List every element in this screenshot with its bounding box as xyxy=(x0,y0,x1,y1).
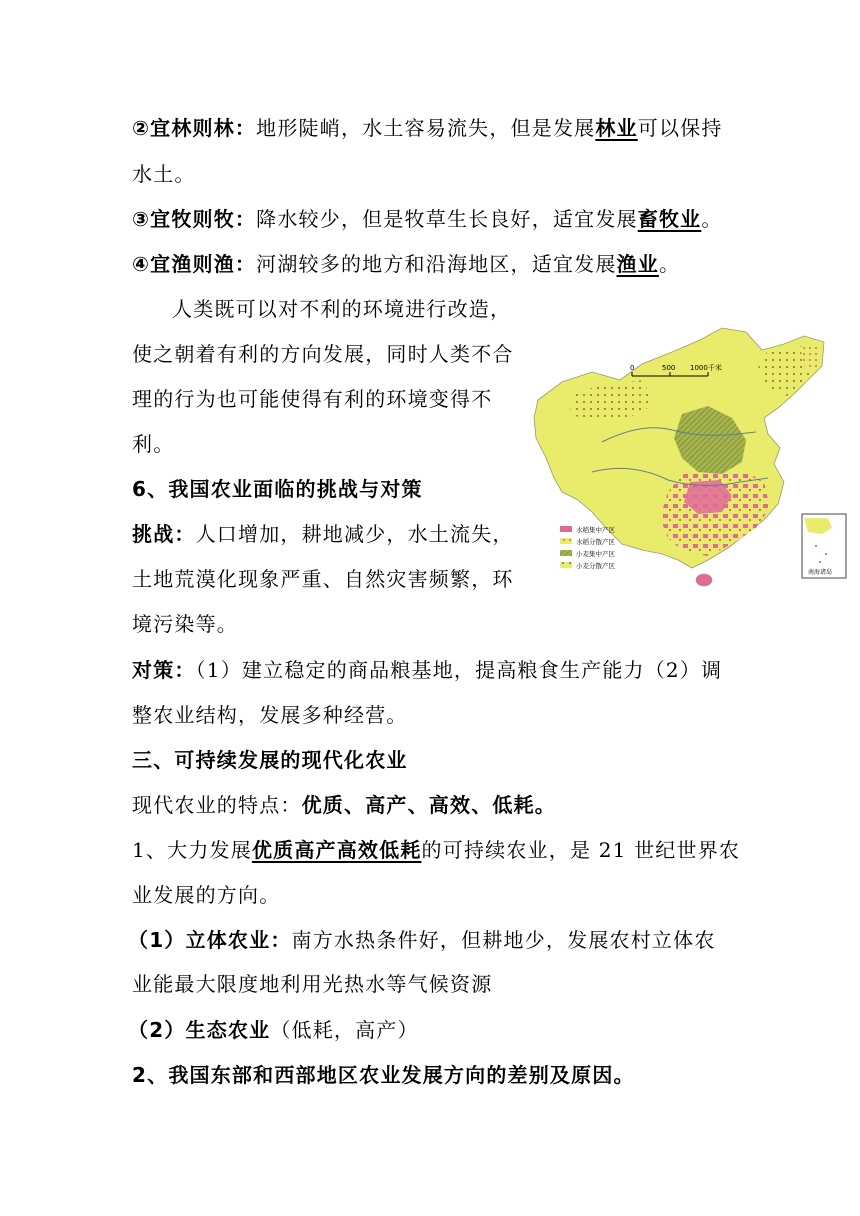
inset-label: 南海诸岛 xyxy=(808,569,833,576)
scale-label-0: 0 xyxy=(630,364,635,372)
legend-swatch-wheat-concentrated xyxy=(560,550,572,556)
legend-swatch-wheat-scattered xyxy=(560,562,572,568)
hainan-island xyxy=(696,574,712,586)
china-agriculture-map xyxy=(532,322,850,592)
paragraph-forestry: ②宜林则林：地形陡峭，水土容易流失，但是发展林业可以保持 xyxy=(132,116,723,140)
heading-sustainable: 三、可持续发展的现代化农业 xyxy=(132,748,408,772)
legend-label-rice-concentrated: 水稻集中产区 xyxy=(576,526,615,534)
map-legend xyxy=(560,525,616,570)
south-china-sea-inset xyxy=(802,514,846,578)
legend-swatch-rice-concentrated xyxy=(560,526,572,532)
paragraph-measure-line1: 对策：（1）建立稳定的商品粮基地，提高粮食生产能力（2）调 xyxy=(132,658,723,682)
legend-swatch-rice-scattered xyxy=(560,538,572,544)
paragraph-human-line2: 使之朝着有利的方向发展，同时人类不合 xyxy=(132,342,514,366)
paragraph-measure-line2: 整农业结构，发展多种经营。 xyxy=(132,703,408,727)
scale-label-1000: 1000千米 xyxy=(690,364,722,372)
paragraph-human-line4: 利。 xyxy=(132,432,175,456)
paragraph-sub1-line2: 业能最大限度地利用光热水等气候资源 xyxy=(132,972,493,996)
heading-item2: 2、我国东部和西部地区农业发展方向的差别及原因。 xyxy=(132,1063,635,1087)
paragraph-grazing: ③宜牧则牧：降水较少，但是牧草生长良好，适宜发展畜牧业。 xyxy=(132,207,723,231)
legend-label-wheat-concentrated: 小麦集中产区 xyxy=(576,550,615,558)
paragraph-challenge-line2: 土地荒漠化现象严重、自然灾害频繁，环 xyxy=(132,567,514,591)
legend-label-rice-scattered: 水稻分散产区 xyxy=(576,538,615,546)
paragraph-item1-line2: 业发展的方向。 xyxy=(132,883,281,907)
paragraph-fishery: ④宜渔则渔：河湖较多的地方和沿海地区，适宜发展渔业。 xyxy=(132,252,681,276)
paragraph-challenge-line1: 挑战：人口增加，耕地减少，水土流失， xyxy=(132,522,514,546)
paragraph-human-line3: 理的行为也可能使得有利的环境变得不 xyxy=(132,387,493,411)
paragraph-sub1-line1: （1）立体农业：南方水热条件好，但耕地少，发展农村立体农 xyxy=(128,928,716,952)
paragraph-challenge-line3: 境污染等。 xyxy=(132,612,238,636)
paragraph-forestry-cont: 水土。 xyxy=(132,162,196,186)
paragraph-item1-line1: 1、大力发展优质高产高效低耗的可持续农业，是 21 世纪世界农 xyxy=(132,838,741,862)
paragraph-features: 现代农业的特点：优质、高产、高效、低耗。 xyxy=(132,793,557,817)
legend-label-wheat-scattered: 小麦分散产区 xyxy=(576,562,615,570)
heading-challenges: 6、我国农业面临的挑战与对策 xyxy=(132,477,423,501)
paragraph-sub2: （2）生态农业（低耗，高产） xyxy=(128,1018,419,1042)
paragraph-human-line1: 人类既可以对不利的环境进行改造， xyxy=(172,297,512,321)
scale-label-500: 500 xyxy=(662,364,676,372)
